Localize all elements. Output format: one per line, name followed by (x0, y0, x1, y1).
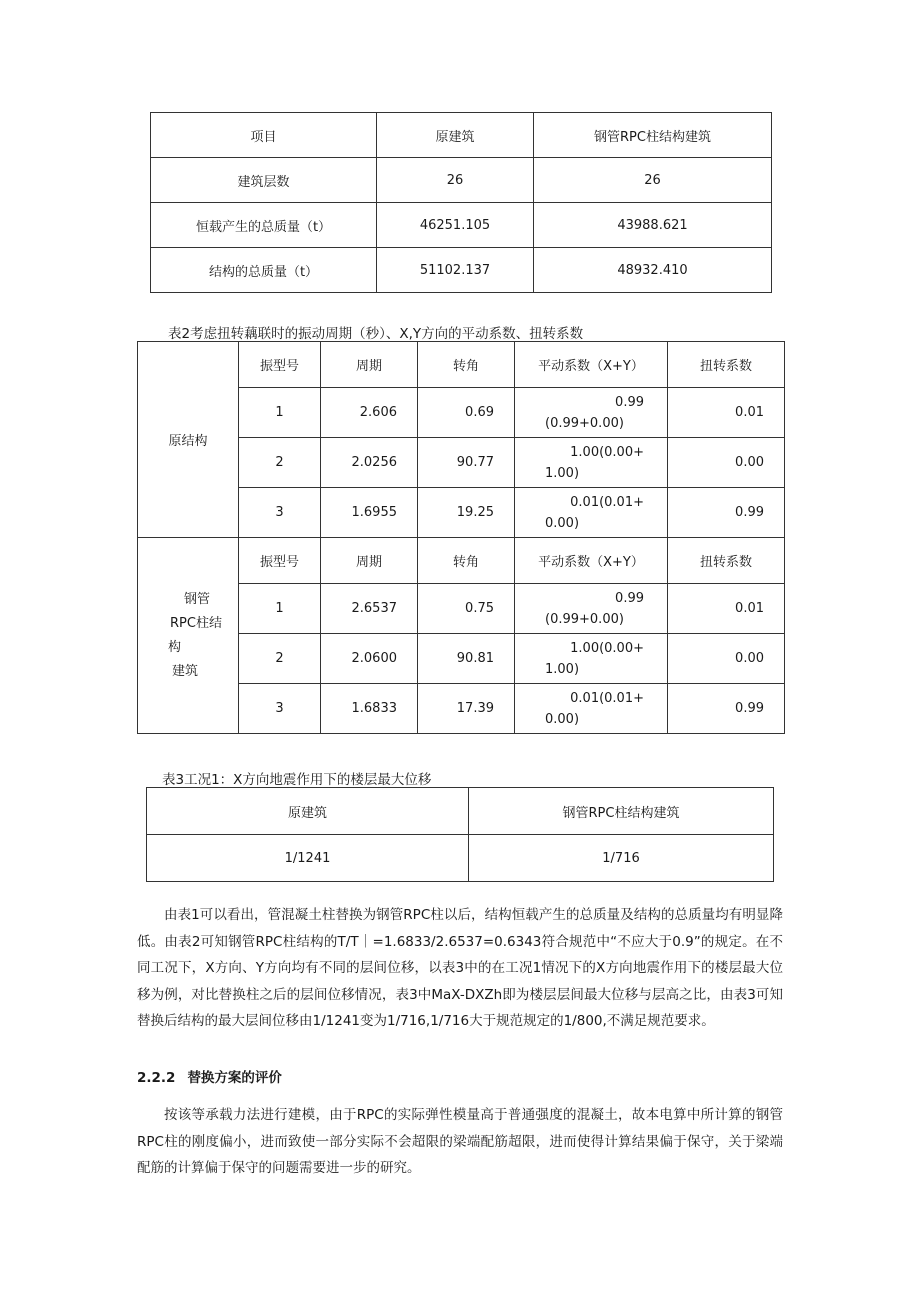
table-3-caption: 表3工况1：X方向地震作用下的楼层最大位移 (162, 772, 432, 788)
table-3-header (147, 788, 774, 835)
header-period: 周期 (321, 538, 418, 584)
table-cell: 结构的总质量（t） (151, 248, 377, 293)
translation-line-1: 0.99 (615, 590, 644, 606)
translation-line-2: 0.00) (545, 515, 580, 531)
paragraph-evaluation: 按该等承载力法进行建模，由于RPC的实际弹性模量高于普通强度的混凝土，故本电算中所计算的钢管RPC柱的刚度偏小，进而致使一部分实际不会超限的梁端配筋超限，进而使得计算结果偏于保守，关于梁端配筋的计算偏于保守的问题需要进一步的研究。 (137, 1107, 783, 1176)
table-row (151, 203, 772, 248)
table-3 (146, 787, 774, 882)
translation-cell (515, 684, 668, 734)
translation-line-1: 1.00(0.00+ (570, 444, 644, 460)
mode-cell: 3 (239, 488, 321, 538)
group-label-line: 构 (168, 639, 182, 655)
header-angle: 转角 (418, 342, 515, 388)
section-heading (137, 1066, 294, 1086)
section-number: 2.2.2 (137, 1070, 176, 1086)
translation-line-2: 1.00) (545, 661, 580, 677)
group-label-line: RPC柱结 (170, 615, 222, 631)
header-torsion: 扭转系数 (668, 342, 785, 388)
paragraph-analysis: 由表1可以看出，管混凝土柱替换为钢管RPC柱以后，结构恒载产生的总质量及结构的总质量均有明显降低。由表2可知钢管RPC柱结构的T/T｜=1.6833/2.6537=0.6343符合规范中“不应大于0.9”的规定。在不同工况下，X方向、Y方向均有不同的层间位移，以表3中的在工况1情况下的X方向地震作用下的楼层最大位移为例，对比替换柱之后的层间位移情况，表3中MaX-DXZh即为楼层层间最大位移与层高之比，由表3可知替换后结构的最大层间位移由1/1241变为1/716,1/716大于规范规定的1/800,不满足规范要求。 (137, 907, 783, 1029)
translation-cell (515, 488, 668, 538)
table-cell: 建筑层数 (151, 158, 377, 203)
table-2-caption: 表2考虑扭转藕联时的振动周期（秒）、X,Y方向的平动系数、扭转系数 (168, 326, 584, 342)
torsion-cell: 0.01 (668, 584, 785, 634)
translation-cell (515, 584, 668, 634)
table-1-header-cell: 原建筑 (377, 113, 534, 158)
table-3-header-cell: 原建筑 (147, 788, 469, 835)
translation-cell (515, 388, 668, 438)
mode-cell: 1 (239, 584, 321, 634)
angle-cell: 17.39 (418, 684, 515, 734)
period-cell: 1.6833 (321, 684, 418, 734)
table-2 (137, 341, 785, 734)
mode-cell: 3 (239, 684, 321, 734)
table-cell: 51102.137 (377, 248, 534, 293)
header-translation: 平动系数（X+Y） (515, 538, 668, 584)
translation-line-1: 0.99 (615, 394, 644, 410)
period-cell: 1.6955 (321, 488, 418, 538)
table-cell: 1/1241 (147, 835, 469, 882)
group-label-rpc (138, 538, 239, 734)
table-2-header (138, 342, 785, 388)
torsion-cell: 0.99 (668, 488, 785, 538)
table-cell: 26 (534, 158, 772, 203)
period-cell: 2.0600 (321, 634, 418, 684)
group-label-line: 建筑 (172, 663, 199, 679)
table-3-header-cell: 钢管RPC柱结构建筑 (469, 788, 774, 835)
translation-line-1: 1.00(0.00+ (570, 640, 644, 656)
group-label-original: 原结构 (138, 342, 239, 538)
table-cell: 46251.105 (377, 203, 534, 248)
translation-cell (515, 634, 668, 684)
translation-line-2: (0.99+0.00) (545, 611, 624, 627)
mode-cell: 2 (239, 438, 321, 488)
period-cell: 2.6537 (321, 584, 418, 634)
translation-line-1: 0.01(0.01+ (570, 494, 644, 510)
translation-line-2: (0.99+0.00) (545, 415, 624, 431)
header-angle: 转角 (418, 538, 515, 584)
table-1-header-cell: 钢管RPC柱结构建筑 (534, 113, 772, 158)
period-cell: 2.606 (321, 388, 418, 438)
torsion-cell: 0.00 (668, 634, 785, 684)
table-1-header (151, 113, 772, 158)
table-cell: 48932.410 (534, 248, 772, 293)
table-row (151, 158, 772, 203)
period-cell: 2.0256 (321, 438, 418, 488)
torsion-cell: 0.99 (668, 684, 785, 734)
table-1-header-cell: 项目 (151, 113, 377, 158)
header-mode: 振型号 (239, 538, 321, 584)
section-title: 替换方案的评价 (187, 1070, 282, 1086)
group-label-line: 钢管 (183, 591, 210, 607)
angle-cell: 90.77 (418, 438, 515, 488)
table-1 (150, 112, 772, 293)
translation-line-1: 0.01(0.01+ (570, 690, 644, 706)
angle-cell: 0.75 (418, 584, 515, 634)
table-row (151, 248, 772, 293)
table-cell: 43988.621 (534, 203, 772, 248)
torsion-cell: 0.01 (668, 388, 785, 438)
torsion-cell: 0.00 (668, 438, 785, 488)
translation-line-2: 1.00) (545, 465, 580, 481)
table-2-header (138, 538, 785, 584)
angle-cell: 0.69 (418, 388, 515, 438)
header-period: 周期 (321, 342, 418, 388)
table-cell: 26 (377, 158, 534, 203)
table-cell: 1/716 (469, 835, 774, 882)
mode-cell: 1 (239, 388, 321, 438)
header-torsion: 扭转系数 (668, 538, 785, 584)
mode-cell: 2 (239, 634, 321, 684)
angle-cell: 19.25 (418, 488, 515, 538)
translation-cell (515, 438, 668, 488)
header-mode: 振型号 (239, 342, 321, 388)
header-translation: 平动系数（X+Y） (515, 342, 668, 388)
angle-cell: 90.81 (418, 634, 515, 684)
translation-line-2: 0.00) (545, 711, 580, 727)
table-cell: 恒载产生的总质量（t） (151, 203, 377, 248)
table-row (147, 835, 774, 882)
